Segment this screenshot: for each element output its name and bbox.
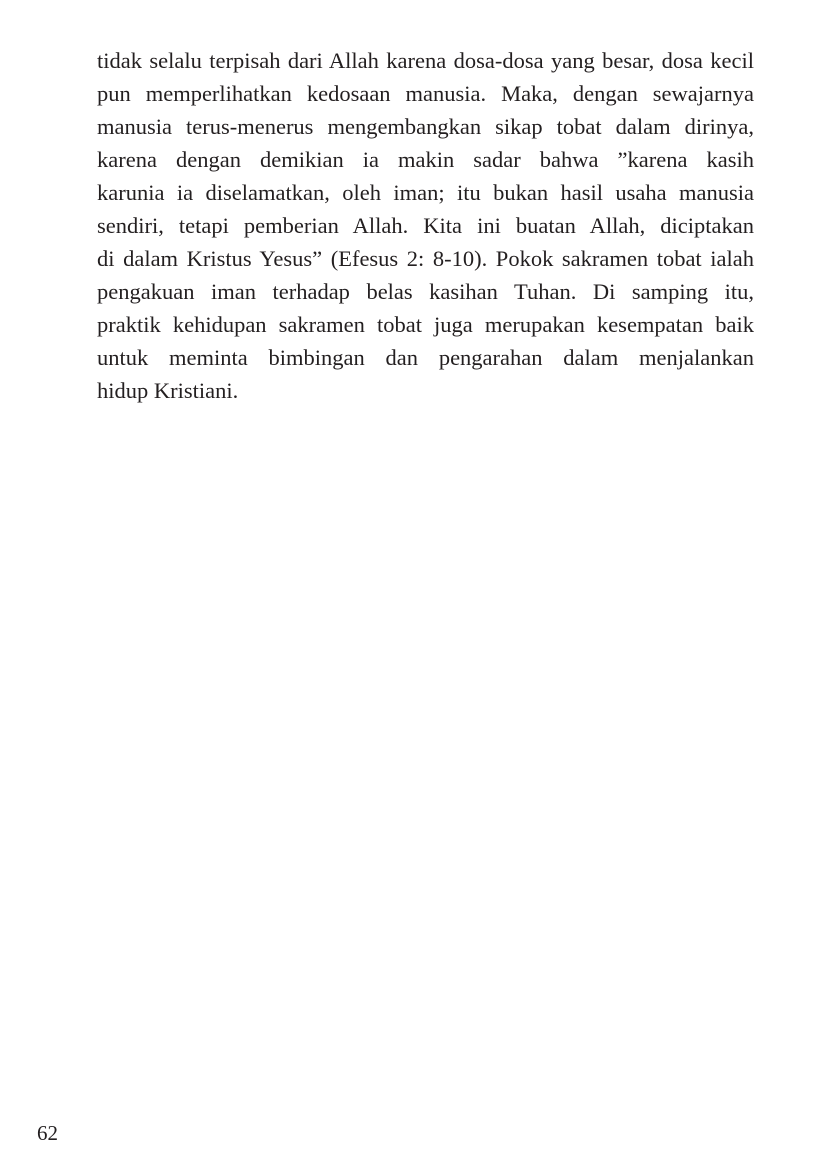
paragraph-line: pun memperlihatkan kedosaan manusia. Maka, dengan sewajarnya — [97, 81, 754, 106]
paragraph-line: untuk meminta bimbingan dan pengarahan dalam menjalankan — [97, 345, 754, 370]
body-paragraph — [97, 44, 754, 407]
paragraph-line: karunia ia diselamatkan, oleh iman; itu bukan hasil usaha manusia — [97, 180, 754, 205]
paragraph-line: pengakuan iman terhadap belas kasihan Tuhan. Di samping itu, — [97, 279, 754, 304]
paragraph-line: di dalam Kristus Yesus” (Efesus 2: 8-10). Pokok sakramen tobat ialah — [97, 246, 754, 271]
page-number: 62 — [37, 1121, 58, 1145]
paragraph-line: hidup Kristiani. — [97, 378, 239, 403]
paragraph-line: praktik kehidupan sakramen tobat juga merupakan kesempatan baik — [97, 312, 754, 337]
paragraph-line: sendiri, tetapi pemberian Allah. Kita ini buatan Allah, diciptakan — [97, 213, 754, 238]
paragraph-line: manusia terus-menerus mengembangkan sikap tobat dalam dirinya, — [97, 114, 754, 139]
paragraph-line: tidak selalu terpisah dari Allah karena dosa-dosa yang besar, dosa kecil — [97, 48, 754, 73]
paragraph-line: karena dengan demikian ia makin sadar bahwa ”karena kasih — [97, 147, 754, 172]
